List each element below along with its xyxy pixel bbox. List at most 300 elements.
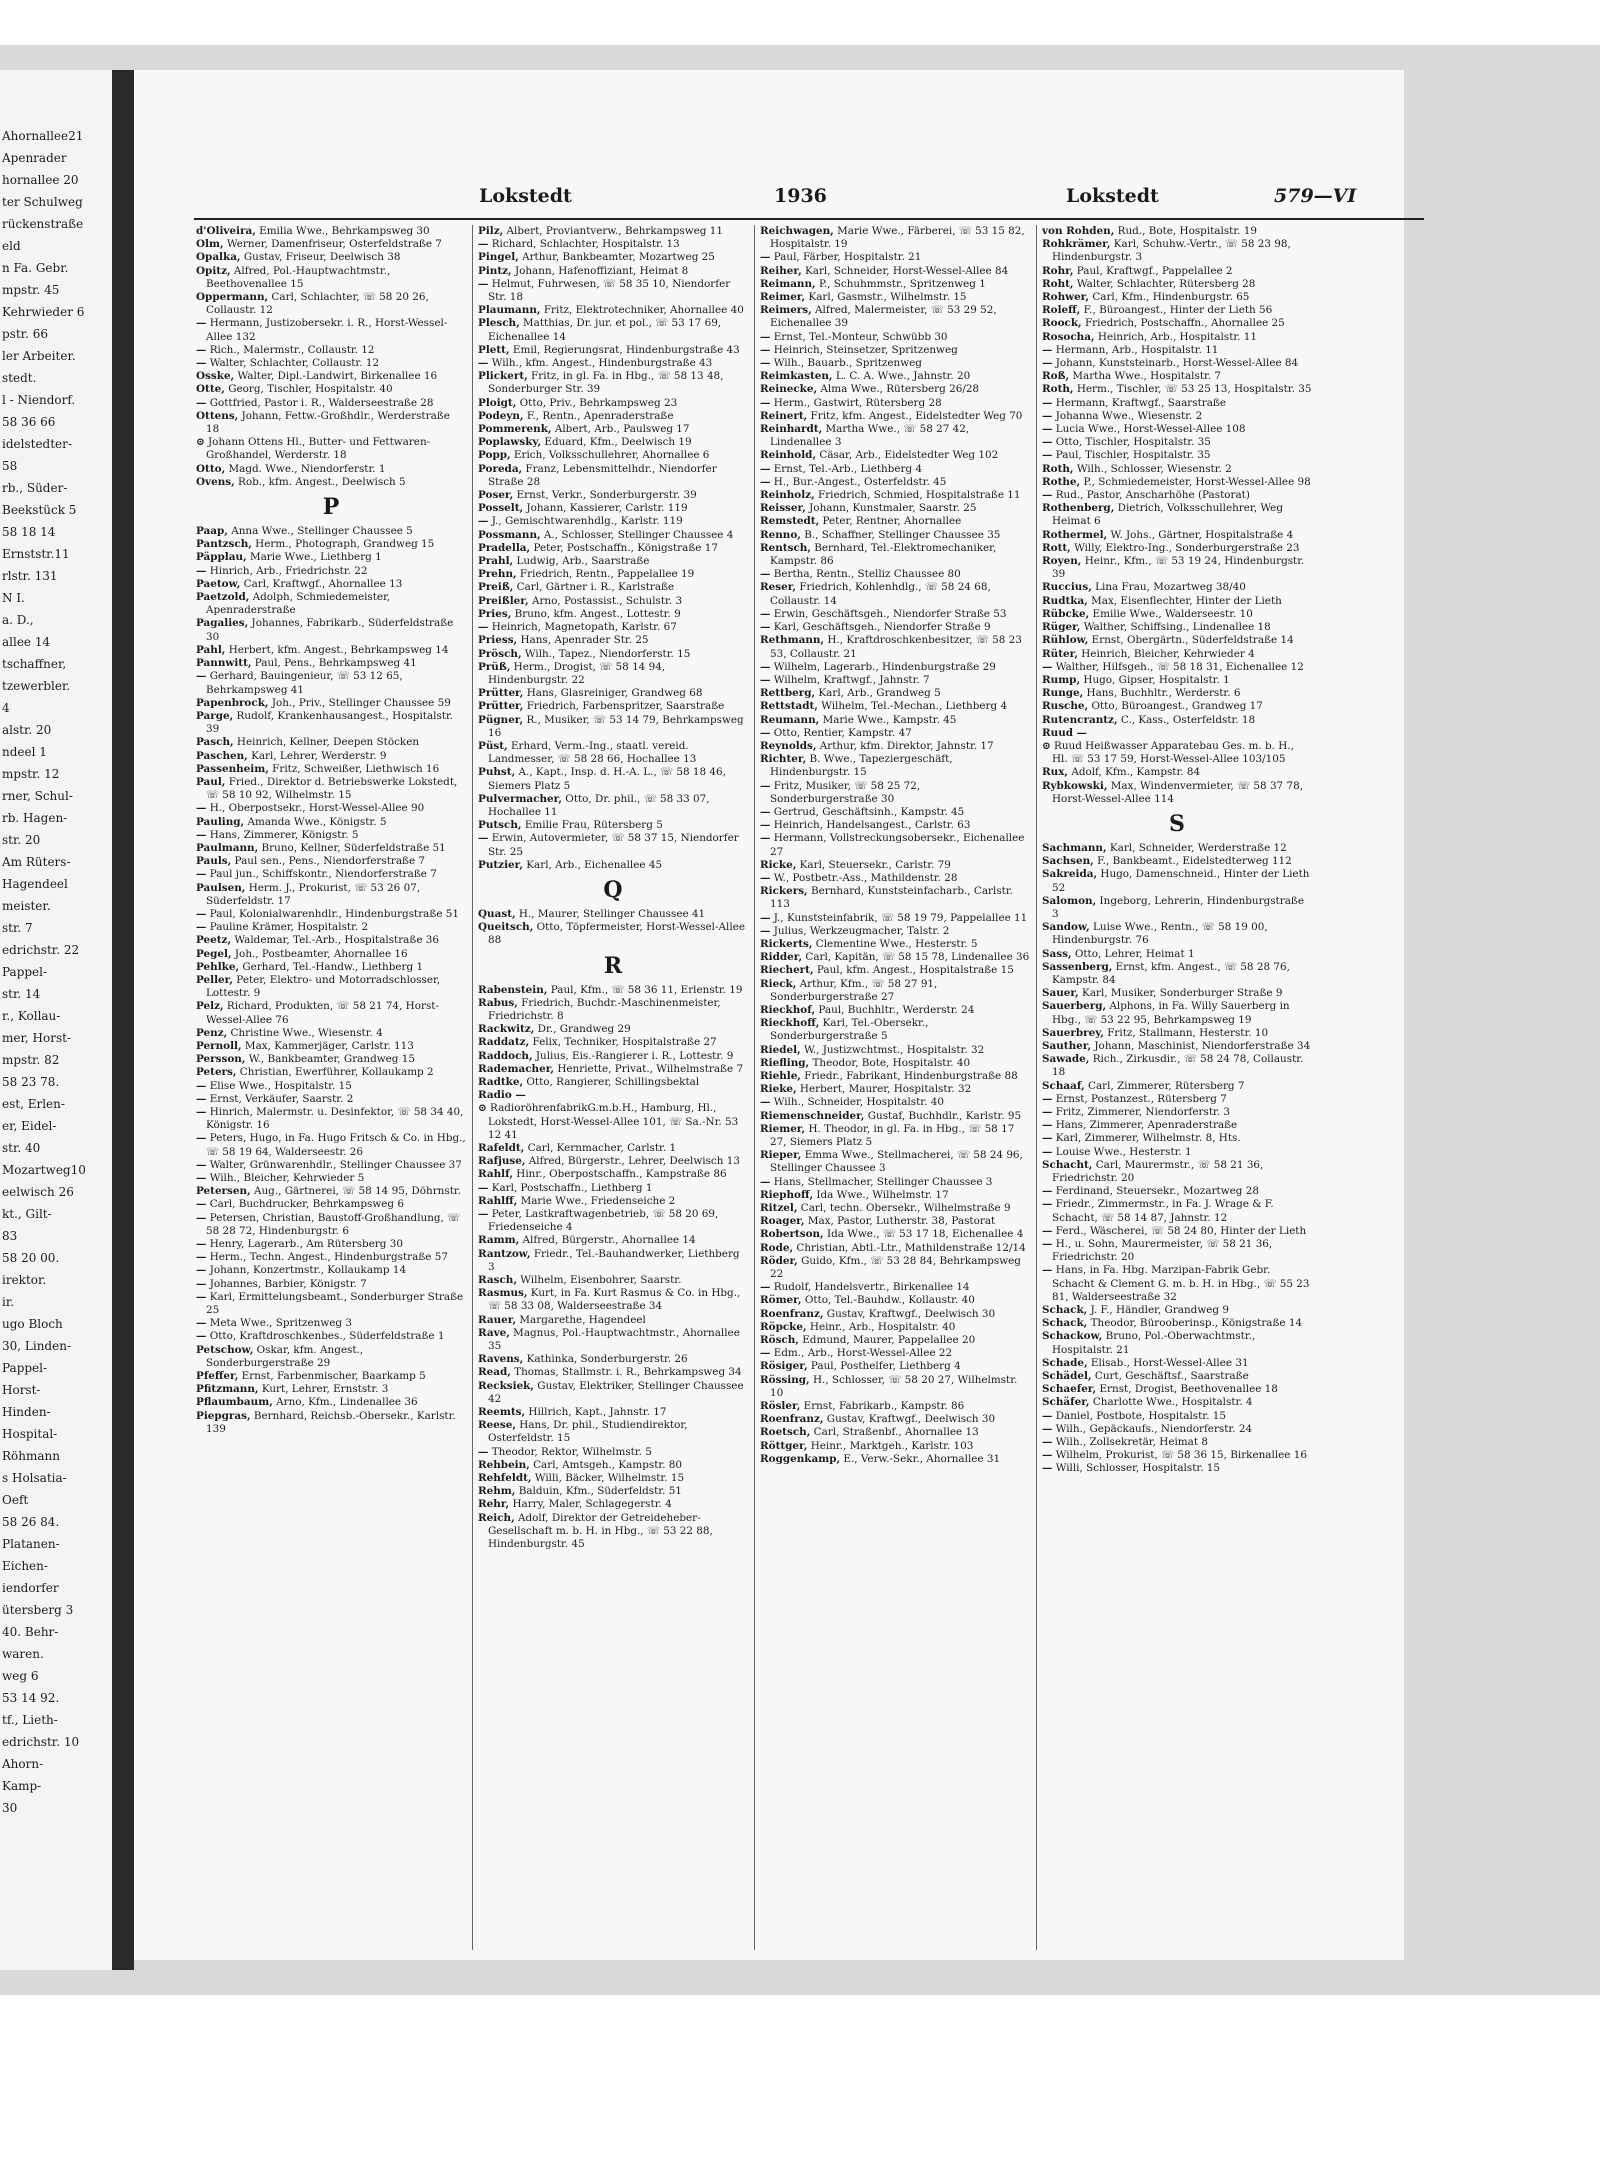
left-page-text: 58 18 14 (2, 525, 56, 539)
entry-name: — (196, 1198, 207, 1211)
entry-name: — (478, 515, 489, 528)
entry-details: B. Wwe., Tapeziergeschäft, Hindenburgstr. 15 (770, 753, 953, 779)
entry-details: Johann, Kunststeinarb., Horst-Wessel-Allee 84 (1052, 357, 1299, 370)
entry-details: Otto, Tel.-Bauhdw., Kollaustr. 40 (801, 1294, 975, 1307)
entry-details: Bruno, Pol.-Oberwachtmstr., Hospitalstr. 21 (1052, 1330, 1256, 1356)
entry-details: Paul, Pens., Behrkampsweg 41 (251, 657, 417, 670)
directory-entry (760, 621, 1030, 634)
directory-entry (478, 423, 748, 436)
entry-name: Sass, (1042, 947, 1072, 960)
directory-entry (760, 938, 1030, 951)
directory-entry (760, 1083, 1030, 1096)
entry-name: Roggenkamp, (760, 1452, 841, 1465)
left-page-text: Ahornallee21 (2, 129, 84, 143)
directory-entry (196, 291, 466, 317)
directory-entry (196, 961, 466, 974)
directory-entry (760, 674, 1030, 687)
directory-entry (1042, 700, 1312, 713)
entry-details: Erwin, Geschäftsgeh., Niendorfer Straße 53 (770, 607, 1007, 620)
left-page-text: Pappel- (2, 1361, 48, 1375)
entry-details: Bernhard, Tel.-Elektromechaniker, Kampstr. 86 (770, 541, 997, 568)
entry-details: Wilhelm, Eisenbohrer, Saarstr. (516, 1274, 682, 1287)
directory-entry (760, 608, 1030, 621)
entry-name: Reinhardt, (760, 423, 823, 436)
entry-name: Pintz, (478, 264, 512, 277)
entry-details: Gerhard, Bauingenieur, ☏ 53 12 65, Behrkampsweg 41 (206, 670, 403, 696)
entry-details: Kurt, in Fa. Kurt Rasmus & Co. in Hbg., ☏ 58 33 08, Walderseestraße 34 (488, 1287, 741, 1313)
entry-name: Röpcke, (760, 1320, 807, 1333)
entry-name: Rump, (1042, 673, 1081, 686)
directory-entry (1042, 1119, 1312, 1132)
directory-entry (760, 634, 1030, 660)
entry-details: Carl, Zimmerer, Rütersberg 7 (1084, 1079, 1245, 1092)
entry-name: Roager, (760, 1215, 805, 1228)
entry-details: Hinrich, Arb., Friedrichstr. 22 (206, 564, 368, 577)
directory-entry (196, 410, 466, 436)
entry-name: — (1042, 660, 1053, 673)
entry-details: Emilie Wwe., Walderseestr. 10 (1089, 607, 1253, 620)
entry-name: Piepgras, (196, 1409, 251, 1422)
entry-details: Walther, Hilfsgeh., ☏ 58 18 31, Eichenallee 12 (1052, 660, 1304, 673)
entry-name: Read, (478, 1366, 511, 1379)
directory-entry (196, 1053, 466, 1066)
entry-details: Carl, Kfm., Hindenburgstr. 65 (1089, 291, 1250, 304)
entry-name: Rösler, (760, 1400, 801, 1413)
header-rule (194, 218, 1424, 220)
entry-details: Hans, Stellmacher, Stellinger Chaussee 3 (770, 1175, 993, 1188)
directory-entry (1042, 357, 1312, 370)
entry-details: E., Verw.-Sekr., Ahornallee 31 (840, 1452, 1001, 1465)
directory-entry (196, 1172, 466, 1185)
left-page-text: mpstr. 45 (2, 283, 60, 297)
left-page-text: est, Erlen- (2, 1097, 65, 1111)
entry-name: Pflaumbaum, (196, 1396, 273, 1409)
entry-name: — (1042, 396, 1053, 409)
directory-entry (760, 410, 1030, 423)
entry-details: Johannes, Fabrikarb., Süderfeldstraße 30 (206, 617, 454, 643)
entry-name: Parge, (196, 709, 234, 722)
entry-name: Petersen, (196, 1185, 251, 1198)
left-page-text: Eichen- (2, 1559, 48, 1573)
entry-name: Reinholz, (760, 489, 815, 502)
entry-details: Friedrich, Farbenspritzer, Saarstraße (523, 700, 725, 713)
directory-entry (196, 317, 466, 343)
entry-details: Ernst, kfm. Angest., ☏ 58 28 76, Kampstr. 84 (1052, 960, 1290, 986)
left-page-text: 58 26 84. (2, 1515, 60, 1529)
left-page-text: rückenstraße (2, 217, 84, 231)
entry-details: Karl, Postschaffn., Liethberg 1 (488, 1181, 653, 1194)
entry-name: Radtke, (478, 1075, 524, 1088)
entry-name: Roenfranz, (760, 1413, 824, 1426)
entry-details: Aug., Gärtnerei, ☏ 58 14 95, Döhrnstr. (250, 1185, 462, 1198)
directory-entry (1042, 1146, 1312, 1159)
entry-details: Gustav, Friseur, Deelwisch 38 (240, 251, 401, 264)
entry-details: Petersen, Christian, Baustoff-Großhandlung, ☏ 58 28 72, Hindenburgstr. 6 (206, 1211, 461, 1237)
entry-name: Olm, (196, 238, 224, 251)
directory-entry (760, 951, 1030, 964)
entry-name: Preiß, (478, 581, 514, 594)
entry-details: Wilh., Tapez., Niendorferstr. 15 (521, 647, 691, 660)
directory-entry (1042, 1027, 1312, 1040)
entry-name: — (760, 607, 771, 620)
directory-entry (196, 868, 466, 881)
directory-entry (760, 225, 1030, 251)
directory-entry (760, 304, 1030, 330)
directory-entry (196, 657, 466, 670)
directory-entry (196, 736, 466, 749)
left-page-text: Platanen- (2, 1537, 60, 1551)
entry-details: Joh., Priv., Stellinger Chaussee 59 (268, 696, 451, 709)
directory-entry (196, 1159, 466, 1172)
entry-name: Roth, (1042, 383, 1074, 396)
entry-details: Fritz, Elektrotechniker, Ahornallee 40 (540, 304, 744, 317)
entry-name: — (760, 911, 771, 924)
entry-details: L. C. A. Wwe., Jahnstr. 20 (832, 370, 971, 383)
entry-name: Roht, (1042, 277, 1074, 290)
directory-entry (760, 1215, 1030, 1228)
entry-name: — (760, 1175, 771, 1188)
entry-name: Ottens, (196, 409, 239, 422)
entry-name: Roleff, (1042, 304, 1081, 317)
directory-entry (478, 908, 748, 921)
entry-details: Friedrich, Schmied, Hospitalstraße 11 (814, 489, 1021, 502)
directory-entry (196, 1410, 466, 1436)
entry-details: Paul, Kolonialwarenhdlr., Hindenburgstraße 51 (206, 907, 459, 920)
directory-entry (196, 1198, 466, 1211)
entry-name: Paap, (196, 525, 228, 538)
entry-details: Harry, Maler, Schlagegerstr. 4 (509, 1498, 672, 1511)
directory-entry (760, 1374, 1030, 1400)
directory-entry (1042, 1383, 1312, 1396)
directory-entry (760, 463, 1030, 476)
entry-details: Wilh., Zollsekretär, Heimat 8 (1052, 1436, 1208, 1449)
entry-name: — (196, 1158, 207, 1171)
entry-details: Gustaf, Buchhdlr., Karlstr. 95 (864, 1109, 1022, 1122)
directory-entry (196, 476, 466, 489)
entry-name: — (1042, 357, 1053, 370)
entry-name: Radio — (478, 1089, 526, 1102)
directory-entry (1042, 449, 1312, 462)
directory-entry (760, 515, 1030, 528)
directory-entry (478, 766, 748, 792)
entry-name: — (196, 921, 207, 934)
entry-details: W., Justizwchtmst., Hospitalstr. 32 (800, 1043, 985, 1056)
directory-entry (478, 1314, 748, 1327)
directory-entry (760, 661, 1030, 674)
entry-name: Pradella, (478, 541, 531, 554)
directory-entry (1042, 436, 1312, 449)
left-page-text: tf., Lieth- (2, 1713, 58, 1727)
directory-entry (478, 568, 748, 581)
entry-details: Karl, Arb., Grandweg 5 (815, 687, 941, 700)
entry-name: Schädel, (1042, 1370, 1092, 1383)
entry-name: — (478, 1445, 489, 1458)
directory-entry (196, 816, 466, 829)
entry-name: — (196, 1079, 207, 1092)
entry-name: Sassenberg, (1042, 960, 1113, 973)
left-page-text: 40. Behr- (2, 1625, 59, 1639)
directory-entry (478, 1406, 748, 1419)
directory-entry (760, 832, 1030, 858)
entry-details: Alfred, Pol.-Hauptwachtmstr., Beethovenallee 15 (206, 264, 391, 290)
directory-entry (196, 538, 466, 551)
directory-entry (478, 1063, 748, 1076)
entry-name: Quast, (478, 907, 516, 920)
entry-name: Ruccius, (1042, 581, 1092, 594)
entry-details: Carl, Buchdrucker, Behrkampsweg 6 (206, 1198, 404, 1211)
directory-entry (760, 502, 1030, 515)
entry-details: Johann Ottens Hl., Butter- und Fettwaren-Großhandel, Werderstr. 18 (204, 436, 431, 462)
entry-details: Walter, Schlachter, Rütersberg 28 (1073, 277, 1256, 290)
entry-name: Rühlow, (1042, 634, 1089, 647)
entry-name: Queitsch, (478, 921, 534, 934)
entry-name: Raddoch, (478, 1049, 533, 1062)
entry-name: Rafeldt, (478, 1142, 525, 1154)
directory-entry (1042, 1185, 1312, 1198)
directory-entry (1042, 948, 1312, 961)
directory-entry (1042, 1330, 1312, 1356)
directory-entry (478, 317, 748, 343)
directory-entry (760, 885, 1030, 911)
left-page-text: Röhmann (2, 1449, 60, 1463)
entry-details: Christine Wwe., Wiesenstr. 4 (227, 1026, 383, 1039)
entry-details: Wilh., Schneider, Hospitalstr. 40 (770, 1096, 944, 1109)
entry-details: Karl, Lehrer, Werderstr. 9 (247, 749, 387, 762)
entry-name: Opitz, (196, 264, 231, 277)
entry-details: H., Maurer, Stellinger Chaussee 41 (515, 907, 706, 920)
entry-details: Wilh., Bleicher, Kehrwieder 5 (206, 1172, 365, 1185)
entry-name: Otto, (196, 462, 226, 475)
entry-name: Royen, (1042, 555, 1082, 568)
directory-entry (196, 1093, 466, 1106)
directory-entry (478, 1208, 748, 1234)
entry-name: Rehr, (478, 1498, 510, 1511)
entry-name: Riehle, (760, 1070, 801, 1082)
entry-details: Erwin, Autovermieter, ☏ 58 37 15, Niendorfer Str. 25 (488, 832, 739, 858)
directory-entry (760, 370, 1030, 383)
directory-entry (196, 948, 466, 961)
directory-entry (1042, 895, 1312, 921)
entry-name: Opalka, (196, 251, 241, 264)
entry-details: Max, Kammerjäger, Carlstr. 113 (241, 1039, 414, 1052)
entry-details: Gustav, Elektriker, Stellinger Chaussee 42 (488, 1379, 744, 1405)
directory-entry (760, 449, 1030, 462)
directory-entry (1042, 855, 1312, 868)
entry-name: Rutencrantz, (1042, 713, 1118, 726)
directory-entry (196, 829, 466, 842)
directory-entry (478, 542, 748, 555)
entry-name: — (478, 1181, 489, 1194)
entry-details: Ferdinand, Steuersekr., Mozartweg 28 (1052, 1185, 1259, 1198)
entry-name: — (760, 396, 771, 409)
entry-details: Carl, Kernmacher, Carlstr. 1 (524, 1142, 677, 1154)
entry-details: Albert, Arb., Paulsweg 17 (551, 423, 690, 436)
entry-details: Arthur, Kfm., ☏ 58 27 91, Sonderburgerstraße 27 (770, 977, 938, 1003)
directory-entry (760, 331, 1030, 344)
entry-details: Richard, Produkten, ☏ 58 21 74, Horst-Wessel-Allee 76 (206, 1000, 439, 1026)
entry-details: Waldemar, Tel.-Arb., Hospitalstraße 36 (231, 934, 439, 947)
directory-entry (1042, 317, 1312, 330)
left-page-text: 58 23 78. (2, 1075, 60, 1089)
entry-details: W., Postbetr.-Ass., Mathildenstr. 28 (770, 871, 958, 884)
directory-entry (1042, 278, 1312, 291)
directory-entry (196, 697, 466, 710)
entry-name: Plett, (478, 343, 510, 356)
entry-details: Friedr., Fabrikant, Hindenburgstraße 88 (800, 1070, 1018, 1082)
entry-details: Paul, Färber, Hospitalstr. 21 (770, 251, 922, 264)
left-page-text: 58 20 00. (2, 1251, 60, 1265)
directory-entry (1042, 463, 1312, 476)
directory-entry (196, 1066, 466, 1079)
entry-details: Friedr., Zimmermstr., in Fa. J. Wrage & F. Schacht, ☏ 58 14 87, Jahnstr. 12 (1052, 1198, 1274, 1224)
entry-details: Marie Wwe., Kampstr. 45 (819, 713, 957, 726)
entry-name: — (1042, 1198, 1053, 1211)
directory-entry (196, 1132, 466, 1158)
directory-entry (760, 1347, 1030, 1360)
entry-details: Julius, Werkzeugmacher, Talstr. 2 (770, 924, 950, 937)
entry-name: Sauther, (1042, 1039, 1092, 1052)
entry-details: Paul jun., Schiffskontr., Niendorferstraße 7 (206, 868, 437, 881)
entry-name: Petschow, (196, 1343, 254, 1356)
directory-entry (1042, 265, 1312, 278)
entry-name: Pahl, (196, 643, 226, 656)
entry-name: Schade, (1042, 1356, 1088, 1369)
directory-entry (196, 1317, 466, 1330)
entry-details: Otto, Dr. phil., ☏ 58 33 07, Hochallee 11 (488, 792, 710, 818)
left-page-text: Ernststr.11 (2, 547, 70, 561)
entry-details: Heinrich, Bleicher, Kehrwieder 4 (1077, 647, 1255, 660)
entry-name: Rössing, (760, 1373, 810, 1386)
left-page-text: ugo Bloch (2, 1317, 63, 1331)
entry-name: Pulvermacher, (478, 792, 562, 805)
directory-entry (1042, 1264, 1312, 1304)
entry-details: Alma Wwe., Rütersberg 26/28 (817, 383, 980, 396)
entry-name: — (760, 871, 771, 884)
directory-entry (1042, 687, 1312, 700)
left-page-text: Kehrwieder 6 (2, 305, 85, 319)
entry-name: — (1042, 1264, 1053, 1277)
directory-entry (1042, 238, 1312, 264)
entry-name: Reinhold, (760, 449, 817, 462)
entry-name: Sauerberg, (1042, 1000, 1107, 1013)
entry-details: Paul, Buchhltr., Werderstr. 24 (815, 1003, 975, 1016)
entry-details: Ernst, Verkr., Sonderburgerstr. 39 (513, 489, 697, 502)
entry-name: Sawade, (1042, 1053, 1090, 1066)
left-page-text: rlstr. 131 (2, 569, 58, 583)
directory-entry (196, 578, 466, 591)
directory-entry (1042, 555, 1312, 581)
entry-details: H., Schlosser, ☏ 58 20 27, Wilhelmstr. 10 (770, 1373, 1018, 1399)
directory-entry (196, 357, 466, 370)
entry-name: Paetow, (196, 577, 241, 590)
entry-details: J., Gemischtwarenhdlg., Karlstr. 119 (488, 515, 683, 528)
directory-entry (1042, 740, 1312, 766)
entry-name: — (760, 330, 771, 343)
entry-details: Karl, Steuersekr., Carlstr. 79 (796, 858, 951, 871)
entry-name: — (1042, 1449, 1053, 1462)
entry-details: Richard, Schlachter, Hospitalstr. 13 (488, 238, 680, 251)
directory-entry (196, 370, 466, 383)
entry-name: Rusche, (1042, 700, 1089, 713)
entry-details: Peter, Elektro- und Motorradschlosser, Lottestr. 9 (206, 973, 441, 1000)
directory-entry (478, 819, 748, 832)
entry-details: W. Johs., Gärtner, Hospitalstraße 4 (1107, 528, 1294, 541)
left-page-text: ir. (2, 1295, 15, 1309)
entry-name: ⊙ (478, 1102, 487, 1115)
directory-entry (1042, 291, 1312, 304)
directory-entry (760, 1308, 1030, 1321)
entry-name: — (196, 396, 207, 409)
header-right-title: Lokstedt (1066, 185, 1159, 207)
left-page-text: n Fa. Gebr. (2, 261, 69, 275)
entry-details: Johann, Hafenoffiziant, Heimat 8 (511, 264, 689, 277)
directory-entry (760, 1070, 1030, 1083)
directory-entry (1042, 868, 1312, 894)
directory-entry (478, 1234, 748, 1247)
entry-name: — (1042, 1409, 1053, 1422)
left-page-text: l - Niendorf. (2, 393, 76, 407)
entry-name: — (1042, 409, 1053, 422)
entry-name: Pfitzmann, (196, 1383, 259, 1396)
entry-details: Karl, Ermittelungsbeamt., Sonderburger Straße 25 (206, 1290, 464, 1317)
entry-details: Gerhard, Tel.-Handw., Liethberg 1 (239, 960, 424, 973)
entry-details: Lucia Wwe., Horst-Wessel-Allee 108 (1052, 423, 1246, 436)
entry-details: H., Bur.-Angest., Osterfeldstr. 45 (770, 475, 947, 488)
directory-entry (1042, 1357, 1312, 1370)
entry-details: Peters, Hugo, in Fa. Hugo Fritsch & Co. in Hbg., ☏ 58 19 64, Walderseestr. 26 (206, 1132, 466, 1158)
entry-name: Pauls, (196, 855, 232, 868)
directory-entry (760, 1360, 1030, 1373)
entry-details: Ernst, Farbenmischer, Baarkamp 5 (238, 1370, 426, 1383)
entry-details: Bruno, Kellner, Süderfeldstraße 51 (258, 841, 446, 854)
left-page-text: irektor. (2, 1273, 47, 1287)
directory-entry (478, 304, 748, 317)
entry-details: Dr., Grandweg 29 (534, 1023, 631, 1036)
left-page-text: iendorfer (2, 1581, 59, 1595)
book-gutter (112, 70, 134, 1970)
entry-name: Prütter, (478, 687, 524, 700)
directory-entry (1042, 621, 1312, 634)
entry-name: Reynolds, (760, 739, 817, 752)
directory-entry (196, 463, 466, 476)
entry-name: Rahlff, (478, 1194, 518, 1207)
directory-entry (478, 502, 748, 515)
directory-entry (478, 859, 748, 872)
directory-entry (760, 1096, 1030, 1109)
directory-entry (196, 855, 466, 868)
entry-name: Rieck, (760, 977, 797, 990)
entry-details: Theodor, Bürooberinsp., Königstraße 14 (1087, 1317, 1303, 1330)
directory-entry (196, 251, 466, 264)
directory-entry (1042, 489, 1312, 502)
entry-name: Richter, (760, 753, 807, 766)
entry-details: Fried., Direktor d. Betriebswerke Lokstedt, ☏ 58 10 92, Wilhelmstr. 15 (206, 775, 458, 802)
entry-name: Ramm, (478, 1234, 520, 1247)
entry-details: Gertrud, Geschäftsinh., Kampstr. 45 (770, 805, 965, 818)
directory-entry (760, 978, 1030, 1004)
entry-name: Rösiger, (760, 1360, 808, 1373)
entry-name: Pfeffer, (196, 1370, 239, 1383)
entry-name: Oppermann, (196, 291, 269, 304)
entry-name: — (478, 277, 489, 290)
entry-name: — (196, 1172, 207, 1185)
entry-details: Wilh., kfm. Angest., Hindenburgstraße 43 (488, 357, 713, 370)
directory-entry (1042, 1040, 1312, 1053)
entry-name: Sauer, (1042, 987, 1079, 1000)
entry-name: Rüter, (1042, 647, 1078, 660)
entry-details: Ernst, Tel.-Arb., Liethberg 4 (770, 462, 923, 475)
entry-name: Rauer, (478, 1313, 517, 1326)
